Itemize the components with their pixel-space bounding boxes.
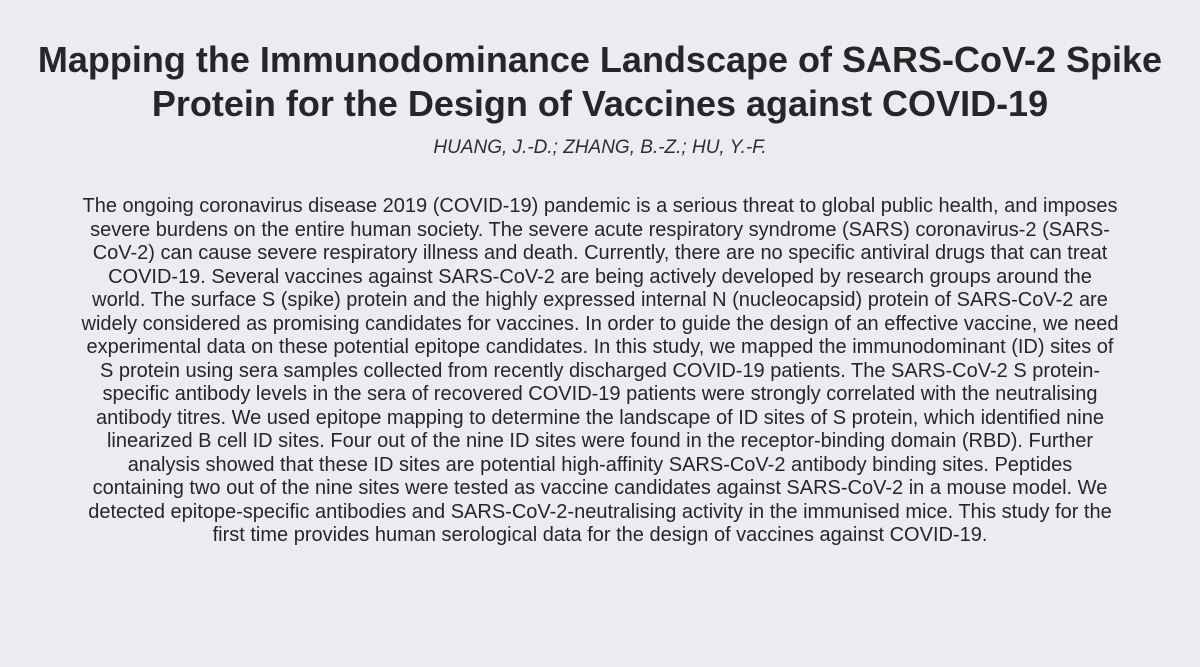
paper-title: Mapping the Immunodominance Landscape of SARS-CoV-2 Spike Protein for the Design of Vaccines against COVID-19 bbox=[37, 39, 1163, 124]
paper-abstract: The ongoing coronavirus disease 2019 (COVID-19) pandemic is a serious threat to global public health, and imposes severe burdens on the entire human society. The severe acute respiratory syndrome (SARS) coronavirus-2 (SARS-CoV-2) can cause severe respiratory illness and death. Currently, there are no specific antiviral drugs that can treat COVID-19. Several vaccines against SARS-CoV-2 are being actively developed by research groups around the world. The surface S (spike) protein and the highly expressed internal N (nucleocapsid) protein of SARS-CoV-2 are widely considered as promising candidates for vaccines. In order to guide the design of an effective vaccine, we need experimental data on these potential epitope candidates. In this study, we mapped the immunodominant (ID) sites of S protein using sera samples collected from recently discharged COVID-19 patients. The SARS-CoV-2 S protein-specific antibody levels in the sera of recovered COVID-19 patients were strongly correlated with the neutralising antibody titres. We used epitope mapping to determine the landscape of ID sites of S protein, which identified nine linearized B cell ID sites. Four out of the nine ID sites were found in the receptor-binding domain (RBD). Further analysis showed that these ID sites are potential high-affinity SARS-CoV-2 antibody binding sites. Peptides containing two out of the nine sites were tested as vaccine candidates against SARS-CoV-2 in a mouse model. We detected epitope-specific antibodies and SARS-CoV-2-neutralising activity in the immunised mice. This study for the first time provides human serological data for the design of vaccines against COVID-19. bbox=[81, 195, 1119, 546]
paper-authors: HUANG, J.-D.; ZHANG, B.-Z.; HU, Y.-F. bbox=[433, 137, 767, 158]
